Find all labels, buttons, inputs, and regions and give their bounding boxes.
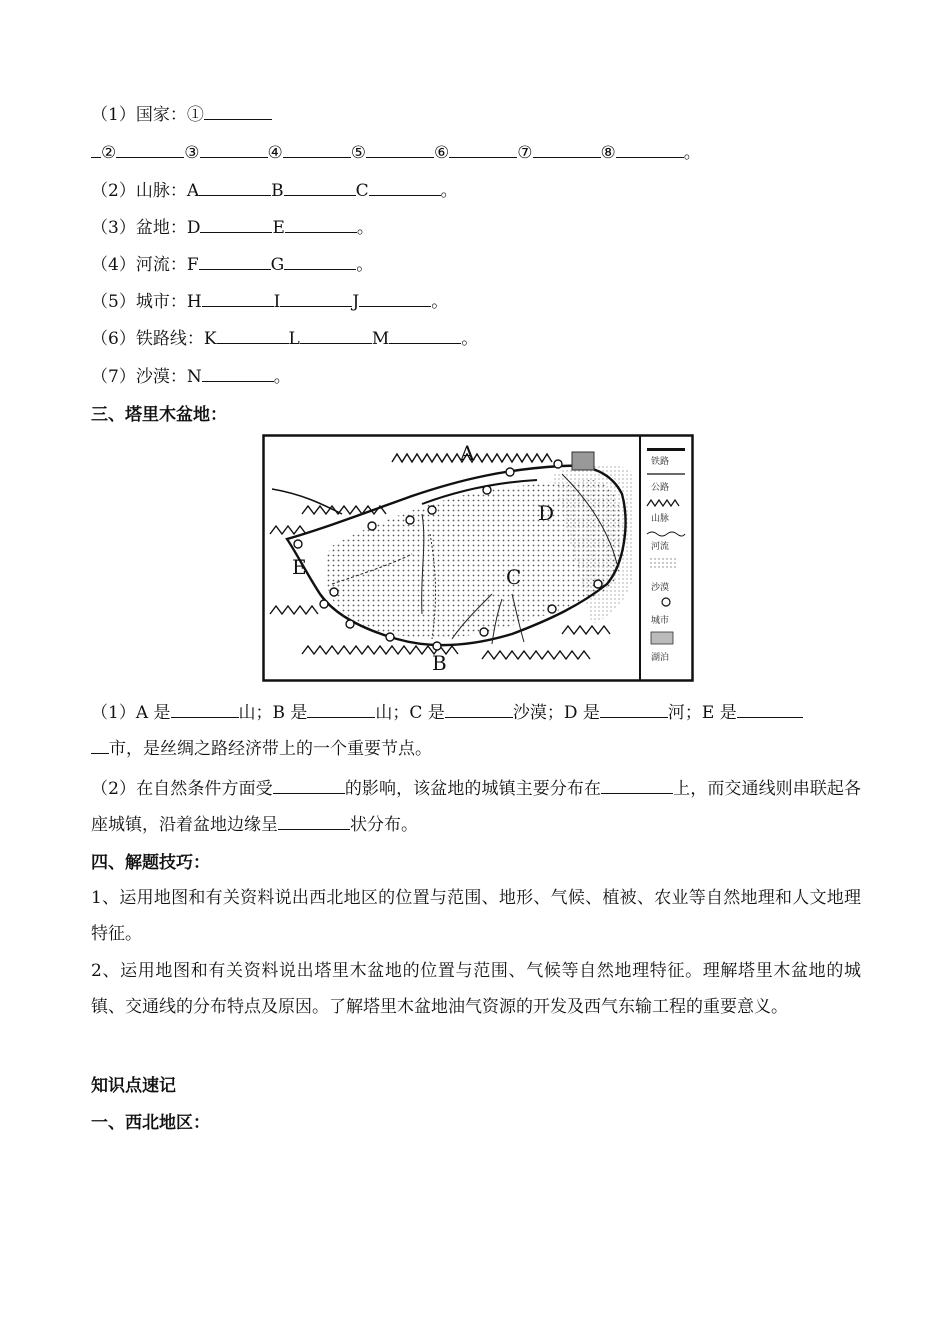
blank[interactable] <box>285 218 357 233</box>
blank[interactable] <box>284 181 356 196</box>
blank[interactable] <box>449 143 517 158</box>
blank[interactable] <box>280 292 352 307</box>
city-symbol <box>662 598 670 606</box>
legend-lake: 湖泊 <box>651 653 670 663</box>
q7-desert: （7）沙漠：N 。 <box>91 367 291 387</box>
blank[interactable] <box>202 367 274 382</box>
q2-mountains: （2）山脉：A B C 。 <box>91 181 458 201</box>
blank[interactable] <box>202 292 274 307</box>
s3-question-1: （1）A 是 山；B 是 山；C 是 沙漠；D 是 河；E 是 市，是丝绸之路经济带上的一个重要节点。 <box>91 695 861 767</box>
railway-symbol <box>647 448 685 451</box>
desert-symbol <box>650 558 678 570</box>
blank[interactable] <box>91 739 109 754</box>
tip-1: 1、运用地图和有关资料说出西北地区的位置与范围、地形、气候、植被、农业等自然地理和人文地理特征。 <box>91 888 861 944</box>
label-d: D <box>538 501 555 525</box>
blank[interactable] <box>600 703 668 718</box>
blank[interactable] <box>300 329 372 344</box>
legend-road: 公路 <box>651 483 670 493</box>
blank[interactable] <box>359 292 431 307</box>
blank[interactable] <box>204 105 272 120</box>
label-b: B <box>432 651 447 675</box>
blank[interactable] <box>283 143 351 158</box>
section-heading: 知识点速记 <box>91 1076 176 1096</box>
blank[interactable] <box>307 703 375 718</box>
s3-question-2: （2）在自然条件方面受 的影响，该盆地的城镇主要分布在 上，而交通线则串联起各座城镇，沿着盆地边缘呈 状分布。 <box>91 779 861 835</box>
legend-desert: 沙漠 <box>651 583 670 593</box>
blank[interactable] <box>601 779 673 794</box>
label-e: E <box>292 555 307 579</box>
blank[interactable] <box>366 143 434 158</box>
tip-2: 2、运用地图和有关资料说出塔里木盆地的位置与范围、气候等自然地理特征。理解塔里木盆地的城镇、交通线的分布特点及原因。了解塔里木盆地油气资源的开发及西气东输工程的重要意义。 <box>91 961 861 1017</box>
q3-basins: （3）盆地：D E 。 <box>91 218 374 238</box>
blank[interactable] <box>737 703 803 718</box>
q1-countries-line1: （1）国家：① <box>91 104 272 126</box>
blank[interactable] <box>217 329 289 344</box>
blank[interactable] <box>116 143 184 158</box>
blank[interactable] <box>533 143 601 158</box>
blank[interactable] <box>171 703 239 718</box>
blank[interactable] <box>389 329 461 344</box>
section-heading: 三、塔里木盆地： <box>91 405 227 425</box>
blank[interactable] <box>445 703 513 718</box>
tarim-basin-map <box>262 434 694 682</box>
lake <box>572 452 594 470</box>
blank[interactable] <box>284 255 356 270</box>
blank[interactable] <box>273 779 345 794</box>
q6-railways: （6）铁路线：K L M 。 <box>91 329 479 349</box>
legend-city: 城市 <box>651 616 670 626</box>
q4-rivers: （4）河流：F G 。 <box>91 255 374 275</box>
legend-river: 河流 <box>651 542 670 552</box>
blank[interactable] <box>91 143 101 158</box>
legend-railway: 铁路 <box>651 457 670 467</box>
q5-cities: （5）城市：H I J 。 <box>91 292 449 312</box>
blank[interactable] <box>199 255 271 270</box>
blank[interactable] <box>200 218 272 233</box>
section-heading: 四、解题技巧： <box>91 853 210 873</box>
blank[interactable] <box>200 143 268 158</box>
q1-countries-line2: ② ③ ④ ⑤ ⑥ ⑦ ⑧ 。 <box>91 142 701 164</box>
lake-symbol <box>651 632 673 644</box>
label-a: A <box>460 441 475 465</box>
label-c: C <box>506 565 522 589</box>
blank[interactable] <box>278 815 350 830</box>
legend-mountain: 山脉 <box>651 514 670 524</box>
blank[interactable] <box>199 181 271 196</box>
blank[interactable] <box>616 143 684 158</box>
section-subheading: 一、西北地区： <box>91 1113 210 1133</box>
blank[interactable] <box>369 181 441 196</box>
